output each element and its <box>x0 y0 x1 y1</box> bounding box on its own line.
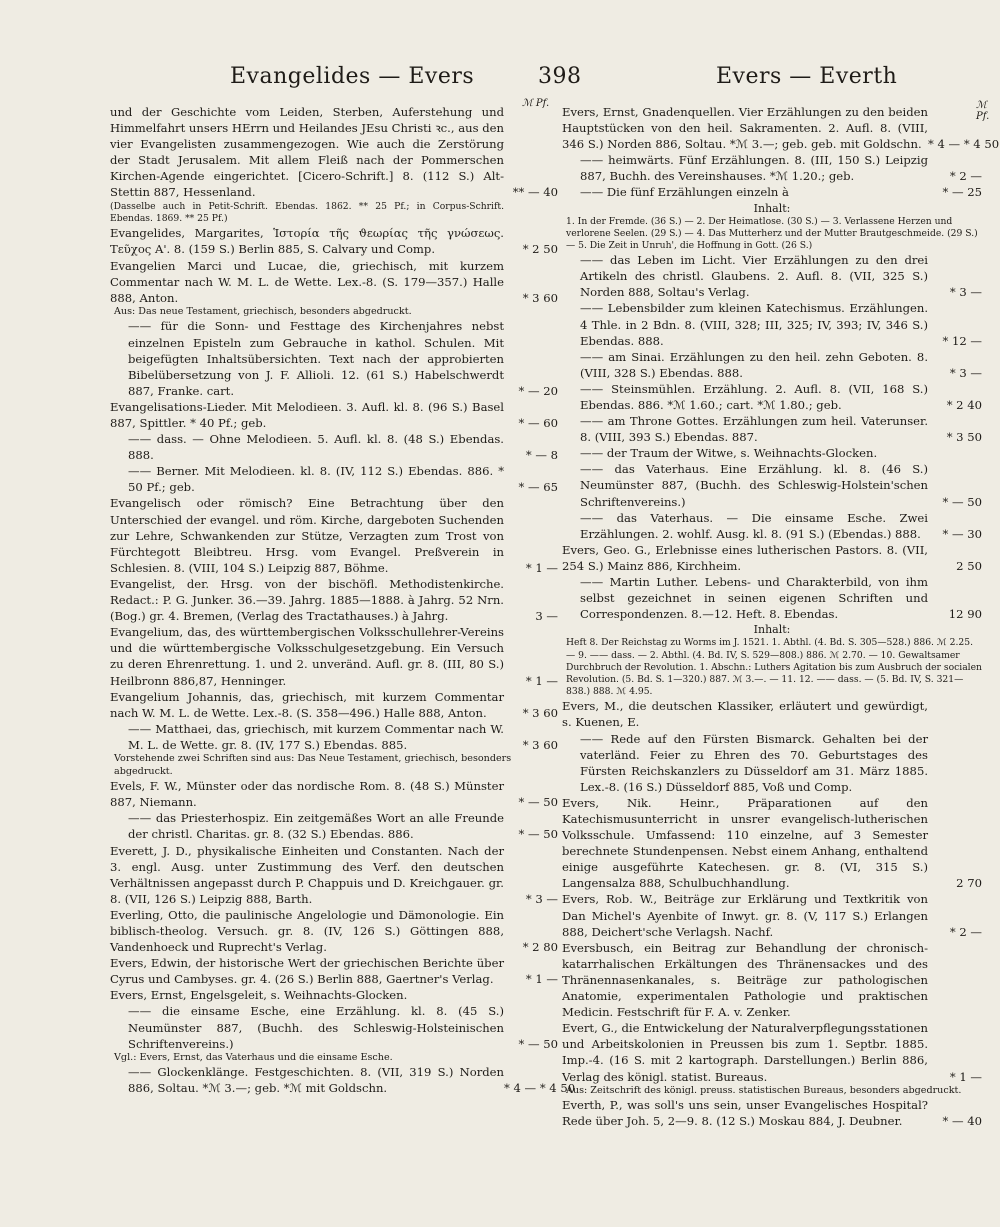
entry-text: —— Glockenklänge. Festgeschichten. 8. (VII, 319 S.) Norden 886, Soltau. *ℳ 3.—; geb. *ℳ mit Goldschn. <box>128 1065 504 1096</box>
catalog-entry <box>110 907 558 955</box>
catalog-entry <box>562 574 982 622</box>
catalog-entry <box>562 542 982 574</box>
catalog-entry <box>110 318 558 398</box>
catalog-entry <box>562 510 982 542</box>
catalog-entry <box>110 778 558 810</box>
catalog-entry <box>562 1020 982 1084</box>
contents-list: 1. In der Fremde. (36 S.) — 2. Der Heimatlose. (30 S.) — 3. Verlassene Herzen und verlorene Seelen. (29 S.) — 4. Das Mutterherz und der Mutter Brautgeschmeide. (29 S.) — 5. Die Zeit in Unruh', die Hoffnung in Gott. (26 S.) <box>566 215 978 251</box>
catalog-entry <box>562 1097 982 1129</box>
price-unit-right: ℳ Pf. <box>976 100 990 122</box>
entry-text: Evers, M., die deutschen Klassiker, erläutert und gewürdigt, s. Kuenen, E. <box>562 699 928 730</box>
page-number: 398 <box>538 64 582 89</box>
entry-text: Evangelides, Margarites, Ἱστορία τῆς ϑεωρίας τῆς γνώσεως. Τεῦχος Α'. 8. (159 S.) Berlin 885, S. Calvary und Comp. <box>110 226 504 257</box>
entry-text: —— Berner. Mit Melodieen. kl. 8. (IV, 112 S.) Ebendas. 886. * 50 Pf.; geb. <box>128 464 504 495</box>
entry-text: —— Matthaei, das, griechisch, mit kurzem Commentar nach W. M. L. de Wette. gr. 8. (IV, 177 S.) Ebendas. 885. <box>128 721 504 752</box>
entry-text: —— das Vaterhaus. — Die einsame Esche. Zwei Erzählungen. 2. wohlf. Ausg. kl. 8. (91 S.) (Ebendas.) 888. <box>580 510 928 541</box>
entry-text: —— heimwärts. Fünf Erzählungen. 8. (III, 150 S.) Leipzig 887, Buchh. des Vereinshauses. *ℳ 1.20.; geb. <box>580 153 928 184</box>
entry-text: Evers, Ernst, Gnadenquellen. Vier Erzählungen zu den beiden Hauptstücken von den heil. Sakramenten. 2. Aufl. 8. (VIII, 346 S.) Norden 886, Soltau. *ℳ 3.—; geb. geb. mit Goldschn. <box>562 105 928 152</box>
entry-price: * 1 — <box>525 972 558 987</box>
entry-text: —— die einsame Esche, eine Erzählung. kl. 8. (45 S.) Neumünster 887, (Buchh. des Schleswig-Holsteinischen Schriftenvereins.) <box>128 1004 504 1051</box>
entry-price: * 1 — <box>525 673 558 688</box>
entry-note: Vgl.: Evers, Ernst, das Vaterhaus und die einsame Esche. <box>114 1051 393 1063</box>
catalog-entry <box>110 1064 576 1096</box>
catalog-entry <box>562 731 982 795</box>
catalog-entry <box>562 381 982 413</box>
catalog-entry <box>562 698 982 730</box>
catalog-entry <box>110 955 558 987</box>
entry-price: * 3 60 <box>522 705 558 720</box>
catalog-entry <box>110 225 558 257</box>
left-column <box>110 104 576 1097</box>
catalog-entry <box>110 201 558 226</box>
entry-price: * — 25 <box>942 185 982 200</box>
entry-price: * 3 — <box>949 285 982 300</box>
entry-text: Evels, F. W., Münster oder das nordische Rom. 8. (48 S.) Münster 887, Niemann. <box>110 779 504 810</box>
entry-text: Evangelium, das, des württembergischen Volksschullehrer-Vereins und die württembergische Volksschulgesetzgebung. Ein Versuch zu deren Ehrenrettung. 1. und 2. unveränd. Aufl. gr. 8. (III, 80 S.) Heilbronn 886,87, Henninger. <box>110 625 504 688</box>
entry-price: * 3 50 <box>946 430 982 445</box>
entry-text: —— Rede auf den Fürsten Bismarck. Gehalten bei der vaterländ. Feier zu Ehren des 70. Geburtstages des Fürsten Reichskanzlers zu Düsseldorf am 31. März 1885. Lex.-8. (16 S.) Düsseldorf 885, Voß und Comp. <box>580 731 928 794</box>
entry-text: —— dass. — Ohne Melodieen. 5. Aufl. kl. 8. (48 S.) Ebendas. 888. <box>128 432 504 463</box>
entry-text: Evers, Edwin, der historische Wert der griechischen Berichte über Cyrus und Cambyses. gr. 4. (26 S.) Berlin 888, Gaertner's Verlag. <box>110 956 504 987</box>
entry-note: Aus: Das neue Testament, griechisch, besonders abgedruckt. <box>114 305 412 317</box>
entry-price: * 1 — <box>525 560 558 575</box>
catalog-entry <box>110 624 558 688</box>
entry-text: —— Martin Luther. Lebens- und Charakterbild, von ihm selbst gezeichnet in seinen eigenen Schriften und Correspondenzen. 8.—12. Heft. 8. Ebendas. <box>580 575 928 622</box>
entry-price: * — 65 <box>518 480 558 495</box>
contents-heading: Inhalt: <box>753 201 791 215</box>
entry-price: * — 50 <box>518 795 558 810</box>
catalog-entry <box>110 689 558 721</box>
catalog-entry <box>110 721 558 753</box>
entry-price: * 4 — * 4 50 <box>504 1081 576 1096</box>
entry-text: Evangelisations-Lieder. Mit Melodieen. 3. Aufl. kl. 8. (96 S.) Basel 887, Spittler. * 40 Pf.; geb. <box>110 399 504 430</box>
entry-text: Evers, Nik. Heinr., Präparationen auf den Katechismusunterricht in unsrer evangelisch-lutherischen Volksschule. Umfassend: 110 einzelne, auf 3 Semester berechnete Stundenpensen. Nebst einem Anhang, enthaltend einige ausgeführte Katechesen. gr. 8. (VI, 315 S.) Langensalza 888, Schulbuchhandlung. <box>562 795 928 891</box>
header-right: Evers — Everth <box>716 64 898 89</box>
entry-price: * 2 — <box>949 169 982 184</box>
entry-price: ** — 40 <box>512 185 558 200</box>
catalog-entry <box>110 495 558 575</box>
entry-price: * — 50 <box>518 827 558 842</box>
entry-price: * 3 60 <box>522 737 558 752</box>
entry-text: —— am Sinai. Erzählungen zu den heil. zehn Geboten. 8. (VIII, 328 S.) Ebendas. 888. <box>580 349 928 380</box>
entry-price: * 2 40 <box>946 398 982 413</box>
entry-text: Evangelien Marci und Lucae, die, griechisch, mit kurzem Commentar nach W. M. L. de Wette. Lex.-8. (S. 179—357.) Halle 888, Anton. <box>110 258 504 305</box>
catalog-entry <box>562 184 982 200</box>
catalog-entry <box>110 399 558 431</box>
entry-price: * 2 50 <box>522 242 558 257</box>
entry-text: Everling, Otto, die paulinische Angelologie und Dämonologie. Ein biblisch-theolog. Versuch. gr. 8. (IV, 126 S.) Göttingen 888, Vandenhoeck und Ruprecht's Verlag. <box>110 907 504 955</box>
entry-text: Eversbusch, ein Beitrag zur Behandlung der chronisch-katarrhalischen Erkältungen des Thränensackes und des Thränennasenkanales, s. Beiträge zur pathologischen Anatomie, experimentalen Pathologie und praktischen Medicin. Festschrift für F. A. v. Zenker. <box>562 940 928 1020</box>
entry-price: * 12 — <box>942 333 982 348</box>
catalog-entry <box>110 987 558 1003</box>
catalog-entry <box>110 431 558 463</box>
price-unit-left: ℳ Pf. <box>522 98 550 109</box>
catalog-entry <box>562 300 982 348</box>
header-left: Evangelides — Evers <box>230 64 475 89</box>
entry-price: * 3 — <box>949 365 982 380</box>
entry-text: —— Steinsmühlen. Erzählung. 2. Aufl. 8. (VII, 168 S.) Ebendas. 886. *ℳ 1.60.; cart. *ℳ 1.80.; geb. <box>580 381 928 413</box>
entry-price: * — 8 <box>525 448 558 463</box>
catalog-entry <box>562 461 982 509</box>
entry-price: * 3 60 <box>522 290 558 305</box>
entry-price: * — 30 <box>942 526 982 541</box>
catalog-entry <box>562 252 982 300</box>
catalog-entry <box>110 843 558 907</box>
entry-price: 3 — <box>535 609 558 624</box>
entry-price: * 2 80 <box>522 940 558 955</box>
entry-text: Evers, Ernst, Engelsgeleit, s. Weihnachts-Glocken. <box>110 988 408 1003</box>
entry-text: Evers, Geo. G., Erlebnisse eines lutherischen Pastors. 8. (VII, 254 S.) Mainz 886, Kirchheim. <box>562 542 928 573</box>
entry-price: 2 70 <box>956 876 982 891</box>
entry-text: —— das Vaterhaus. Eine Erzählung. kl. 8. (46 S.) Neumünster 887, (Buchh. des Schleswig-Holstein'schen Schriftenvereins.) <box>580 462 928 509</box>
entry-note: Vorstehende zwei Schriften sind aus: Das Neue Testament, griechisch, besonders abgedruckt. <box>114 752 512 777</box>
entry-price: * — 50 <box>942 494 982 509</box>
entry-text: —— das Priesterhospiz. Ein zeitgemäßes Wort an alle Freunde der christl. Charitas. gr. 8. (32 S.) Ebendas. 886. <box>128 811 504 842</box>
entry-price: * — 40 <box>942 1114 982 1129</box>
entry-text: Evangelisch oder römisch? Eine Betrachtung über den Unterschied der evangel. und röm. Kirche, dargeboten Suchenden zur Lehre, Schwankenden zur Stütze, Verzagten zum Trost von Fürchtegott Bleibtreu. Hrsg. vom Evangel. Preßverein in Schlesien. 8. (VIII, 104 S.) Leipzig 887, Böhme. <box>110 496 504 575</box>
entry-price: 12 90 <box>948 607 982 622</box>
catalog-entry <box>562 152 982 184</box>
entry-price: * 3 — <box>525 891 558 906</box>
entry-text: —— für die Sonn- und Festtage des Kirchenjahres nebst einzelnen Episteln zum Gebrauche in kathol. Schulen. Mit beigefügten Inhaltsübersichten. Text nach der approbierten Bibelübersetzung von J. F. Allioli. 12. (61 S.) Habelschwerdt 887, Franke. cart. <box>128 319 504 398</box>
entry-text: Evers, Rob. W., Beiträge zur Erklärung und Textkritik von Dan Michel's Ayenbite of Inwyt. gr. 8. (V, 117 S.) Erlangen 888, Deichert'sche Verlagsh. Nachf. <box>562 892 928 939</box>
catalog-entry <box>562 413 982 445</box>
contents-list: Heft 8. Der Reichstag zu Worms im J. 1521. 1. Abthl. (4. Bd. S. 305—528.) 886. ℳ 2.25. — 9. —— dass. — 2. Abthl. (4. Bd. IV, S. 529—808.) 886. ℳ 2.70. — 10. Gewaltsamer Durchbruch der Revolution. 1. Abschn.: Luthers Agitation bis zum Ausbruch der socialen Revolution. (5. Bd. S. 1—320.) 887. ℳ 3.—. — 11. 12. —— dass. — (5. Bd. IV, S. 321—838.) 888. ℳ 4.95. <box>566 637 982 698</box>
catalog-entry <box>110 463 558 495</box>
catalog-entry <box>562 445 982 461</box>
catalog-entry <box>562 795 982 892</box>
catalog-entry <box>562 891 982 939</box>
entry-text: Evangelium Johannis, das, griechisch, mit kurzem Commentar nach W. M. L. de Wette. Lex.-8. (S. 358—496.) Halle 888, Anton. <box>110 689 504 720</box>
entry-text: —— der Traum der Witwe, s. Weihnachts-Glocken. <box>580 446 878 461</box>
entry-text: Everett, J. D., physikalische Einheiten und Constanten. Nach der 3. engl. Ausg. unter Zustimmung des Verf. den deutschen Verhältnissen angepasst durch P. Chappuis und D. Kreichgauer. gr. 8. (VII, 126 S.) Leipzig 888, Barth. <box>110 843 504 906</box>
entry-price: * 2 — <box>949 924 982 939</box>
entry-price: * 1 — <box>949 1069 982 1084</box>
entry-text: —— Lebensbilder zum kleinen Katechismus. Erzählungen. 4 Thle. in 2 Bdn. 8. (VIII, 328; III, 325; IV, 393; IV, 346 S.) Ebendas. 888. <box>580 301 928 348</box>
entry-price: * — 20 <box>518 383 558 398</box>
catalog-entry <box>110 1003 558 1051</box>
catalog-entry <box>562 940 982 1020</box>
entry-text: —— Die fünf Erzählungen einzeln à <box>580 185 789 200</box>
catalog-entry <box>110 576 558 624</box>
catalog-entry <box>110 258 558 306</box>
entry-text: und der Geschichte vom Leiden, Sterben, Auferstehung und Himmelfahrt unsers HErrn und Heilandes JEsu Christi ꝛc., aus den vier Evangelisten zusammengezogen. Wie auch die Zerstörung der Stadt Jerusalem. Mit allem Fleiß nach der Pommerschen Kirchen-Agende eingerichtet. [Cicero-Schrift.] 8. (112 S.) Alt-Stettin 887, Hessenland. <box>110 105 504 200</box>
entry-text: (Dasselbe auch in Petit-Schrift. Ebendas. 1862. ** 25 Pf.; in Corpus-Schrift. Ebendas. 1869. ** 25 Pf.) <box>110 200 504 224</box>
catalog-entry <box>562 349 982 381</box>
entry-price: * 4 — * 4 50 <box>928 137 1000 152</box>
entry-text: Everth, P., was soll's uns sein, unser Evangelisches Hospital? Rede über Joh. 5, 2—9. 8. (12 S.) Moskau 884, J. Deubner. <box>562 1098 928 1129</box>
entry-text: Evert, G., die Entwickelung der Naturalverpflegungsstationen und Arbeitskolonien in Preussen bis zum 1. Septbr. 1885. Imp.-4. (16 S. mit 2 kartograph. Darstellungen.) Berlin 886, Verlag des königl. statist. Bureaus. <box>562 1021 928 1084</box>
entry-note: Aus: Zeitschrift des königl. preuss. statistischen Bureaus, besonders abgedruckt. <box>566 1084 962 1096</box>
entry-text: —— am Throne Gottes. Erzählungen zum heil. Vaterunser. 8. (VIII, 393 S.) Ebendas. 887. <box>580 414 928 445</box>
contents-heading: Inhalt: <box>753 623 791 637</box>
entry-price: * — 60 <box>518 416 558 430</box>
entry-price: 2 50 <box>956 558 982 573</box>
entry-price: * — 50 <box>518 1036 558 1051</box>
catalog-entry <box>110 810 558 842</box>
catalog-entry <box>110 104 558 201</box>
entry-text: Evangelist, der. Hrsg. von der bischöfl. Methodistenkirche. Redact.: P. G. Junker. 36.—39. Jahrg. 1885—1888. à Jahrg. 52 Nrn. (Bog.) gr. 4. Bremen, (Verlag des Tractathauses.) à Jahrg. <box>110 576 504 624</box>
entry-text: —— das Leben im Licht. Vier Erzählungen zu den drei Artikeln des christl. Glaubens. 2. Aufl. 8. (VII, 325 S.) Norden 888, Soltau's Verlag. <box>580 253 928 300</box>
